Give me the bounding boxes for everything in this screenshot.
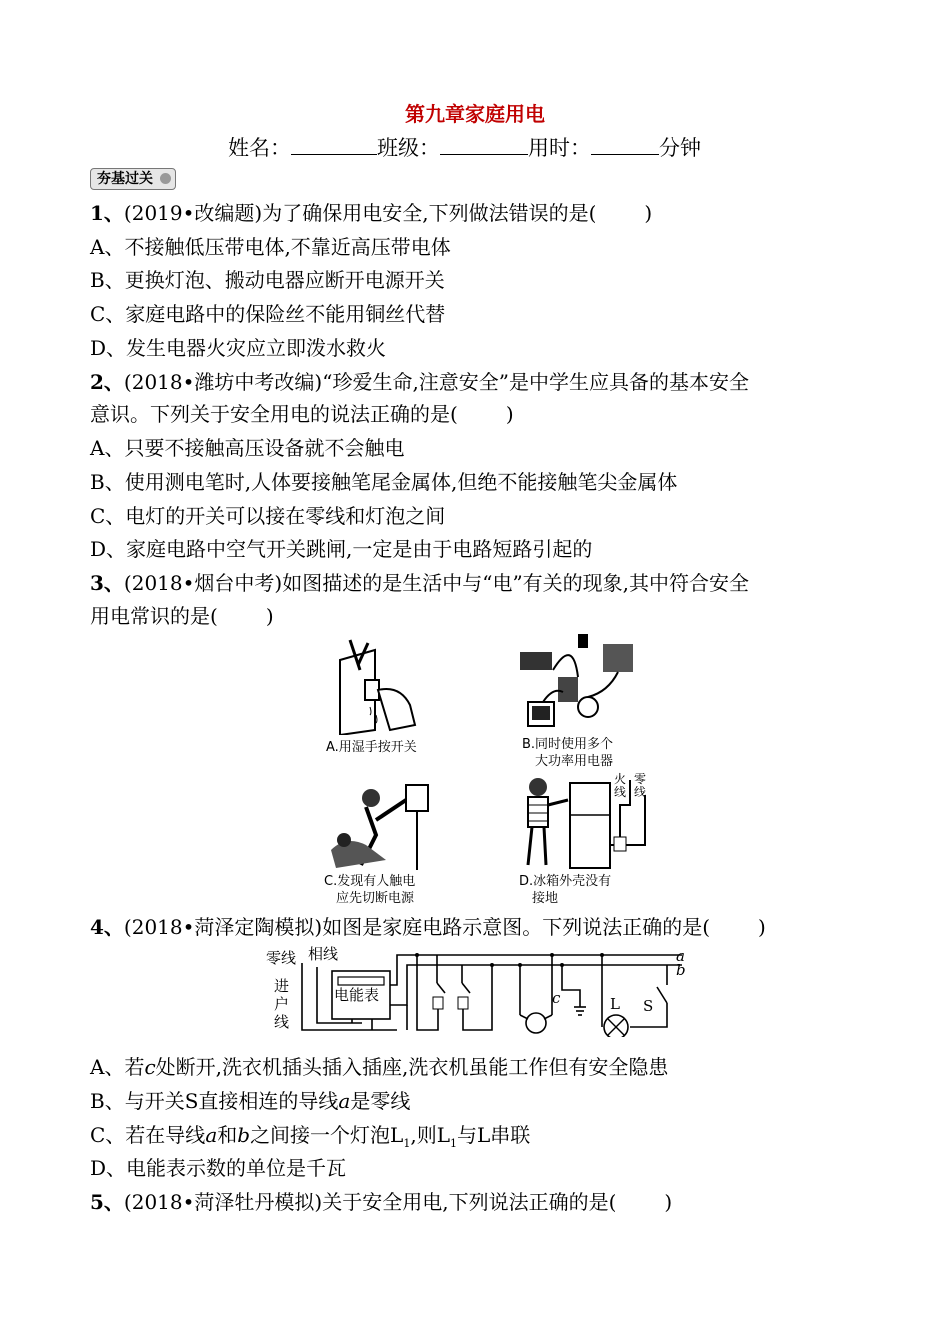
name-blank[interactable] xyxy=(291,136,377,155)
multiple-appliances-illustration xyxy=(518,632,638,732)
q2-stem-line1: 2、(2018•潍坊中考改编)“珍爱生命,注意安全”是中学生应具备的基本安全 xyxy=(90,370,750,394)
circle-icon xyxy=(160,173,171,184)
q3-stem-line2: 用电常识的是( ) xyxy=(90,604,274,628)
electric-meter-label: 电能表 xyxy=(334,986,380,1004)
q1-option-b: B、更换灯泡、搬动电器应断开电源开关 xyxy=(90,268,445,292)
q4-option-b: B、与开关S直接相连的导线a是零线 xyxy=(90,1089,411,1113)
zero-line-circuit-label: 零线 xyxy=(266,949,297,967)
q3-caption-d2: 接地 xyxy=(532,891,559,906)
q2-stem-line2: 意识。下列关于安全用电的说法正确的是( ) xyxy=(90,402,514,426)
q3-stem-line1: 3、(2018•烟台中考)如图描述的是生活中与“电”有关的现象,其中符合安全 xyxy=(90,571,750,595)
q1-stem: 1、(2019•改编题)为了确保用电安全,下列做法错误的是( ) xyxy=(90,201,653,225)
section-tag: 夯基过关 xyxy=(90,168,176,190)
q5-stem: 5、(2018•菏泽牡丹模拟)关于安全用电,下列说法正确的是( ) xyxy=(90,1190,673,1214)
q3-caption-b2: 大功率用电器 xyxy=(535,754,614,769)
wet-hand-switch-illustration xyxy=(330,635,430,735)
incoming-line-char1: 进 xyxy=(274,977,290,995)
class-blank[interactable] xyxy=(440,136,528,155)
time-label: 用时： xyxy=(528,136,591,160)
q2-option-a: A、只要不接触高压设备就不会触电 xyxy=(90,436,405,460)
incoming-line-char3: 线 xyxy=(274,1013,290,1031)
wire-a-label: a xyxy=(676,947,685,965)
page-title: 第九章家庭用电 xyxy=(405,102,545,126)
q2-option-b: B、使用测电笔时,人体要接触笔尾金属体,但绝不能接触笔尖金属体 xyxy=(90,470,678,494)
q3-caption-c2: 应先切断电源 xyxy=(336,891,415,906)
student-info-line xyxy=(228,132,701,162)
incoming-line-char2: 户 xyxy=(274,995,290,1013)
q4-option-a: A、若c处断开,洗衣机插头插入插座,洗衣机虽能工作但有安全隐患 xyxy=(90,1055,669,1079)
q2-option-d: D、家庭电路中空气开关跳闸,一定是由于电路短路引起的 xyxy=(90,537,593,561)
name-label: 姓名： xyxy=(228,136,291,160)
q4-option-d: D、电能表示数的单位是千瓦 xyxy=(90,1156,347,1180)
q1-option-c: C、家庭电路中的保险丝不能用铜丝代替 xyxy=(90,302,446,326)
q4-option-c: C、若在导线a和b之间接一个灯泡$L_1$,则$L_1$与L串联 xyxy=(90,1123,531,1150)
q3-caption-c1: C.发现有人触电 xyxy=(324,874,416,889)
q3-caption-b1: B.同时使用多个 xyxy=(522,737,614,752)
q4-stem: 4、(2018•菏泽定陶模拟)如图是家庭电路示意图。下列说法正确的是( ) xyxy=(90,915,766,939)
q3-caption-a: A.用湿手按开关 xyxy=(326,740,417,755)
class-label: 班级： xyxy=(377,136,440,160)
minutes-label: 分钟 xyxy=(659,136,701,160)
q1-option-a: A、不接触低压带电体,不靠近高压带电体 xyxy=(90,235,451,259)
point-c-label: c xyxy=(552,989,561,1007)
q2-option-c: C、电灯的开关可以接在零线和灯泡之间 xyxy=(90,504,446,528)
switch-s-label: S xyxy=(643,997,654,1015)
lamp-l-label: L xyxy=(610,995,620,1013)
q3-caption-d1: D.冰箱外壳没有 xyxy=(519,874,612,889)
q1-option-d: D、发生电器火灾应立即泼水救火 xyxy=(90,336,387,360)
zero-line-label: 零线 xyxy=(634,772,647,799)
fire-line-label: 火线 xyxy=(614,772,627,799)
phase-line-label: 相线 xyxy=(308,945,339,963)
wire-b-label: b xyxy=(676,961,686,979)
electric-shock-rescue-illustration xyxy=(326,780,436,872)
time-blank[interactable] xyxy=(591,136,659,155)
